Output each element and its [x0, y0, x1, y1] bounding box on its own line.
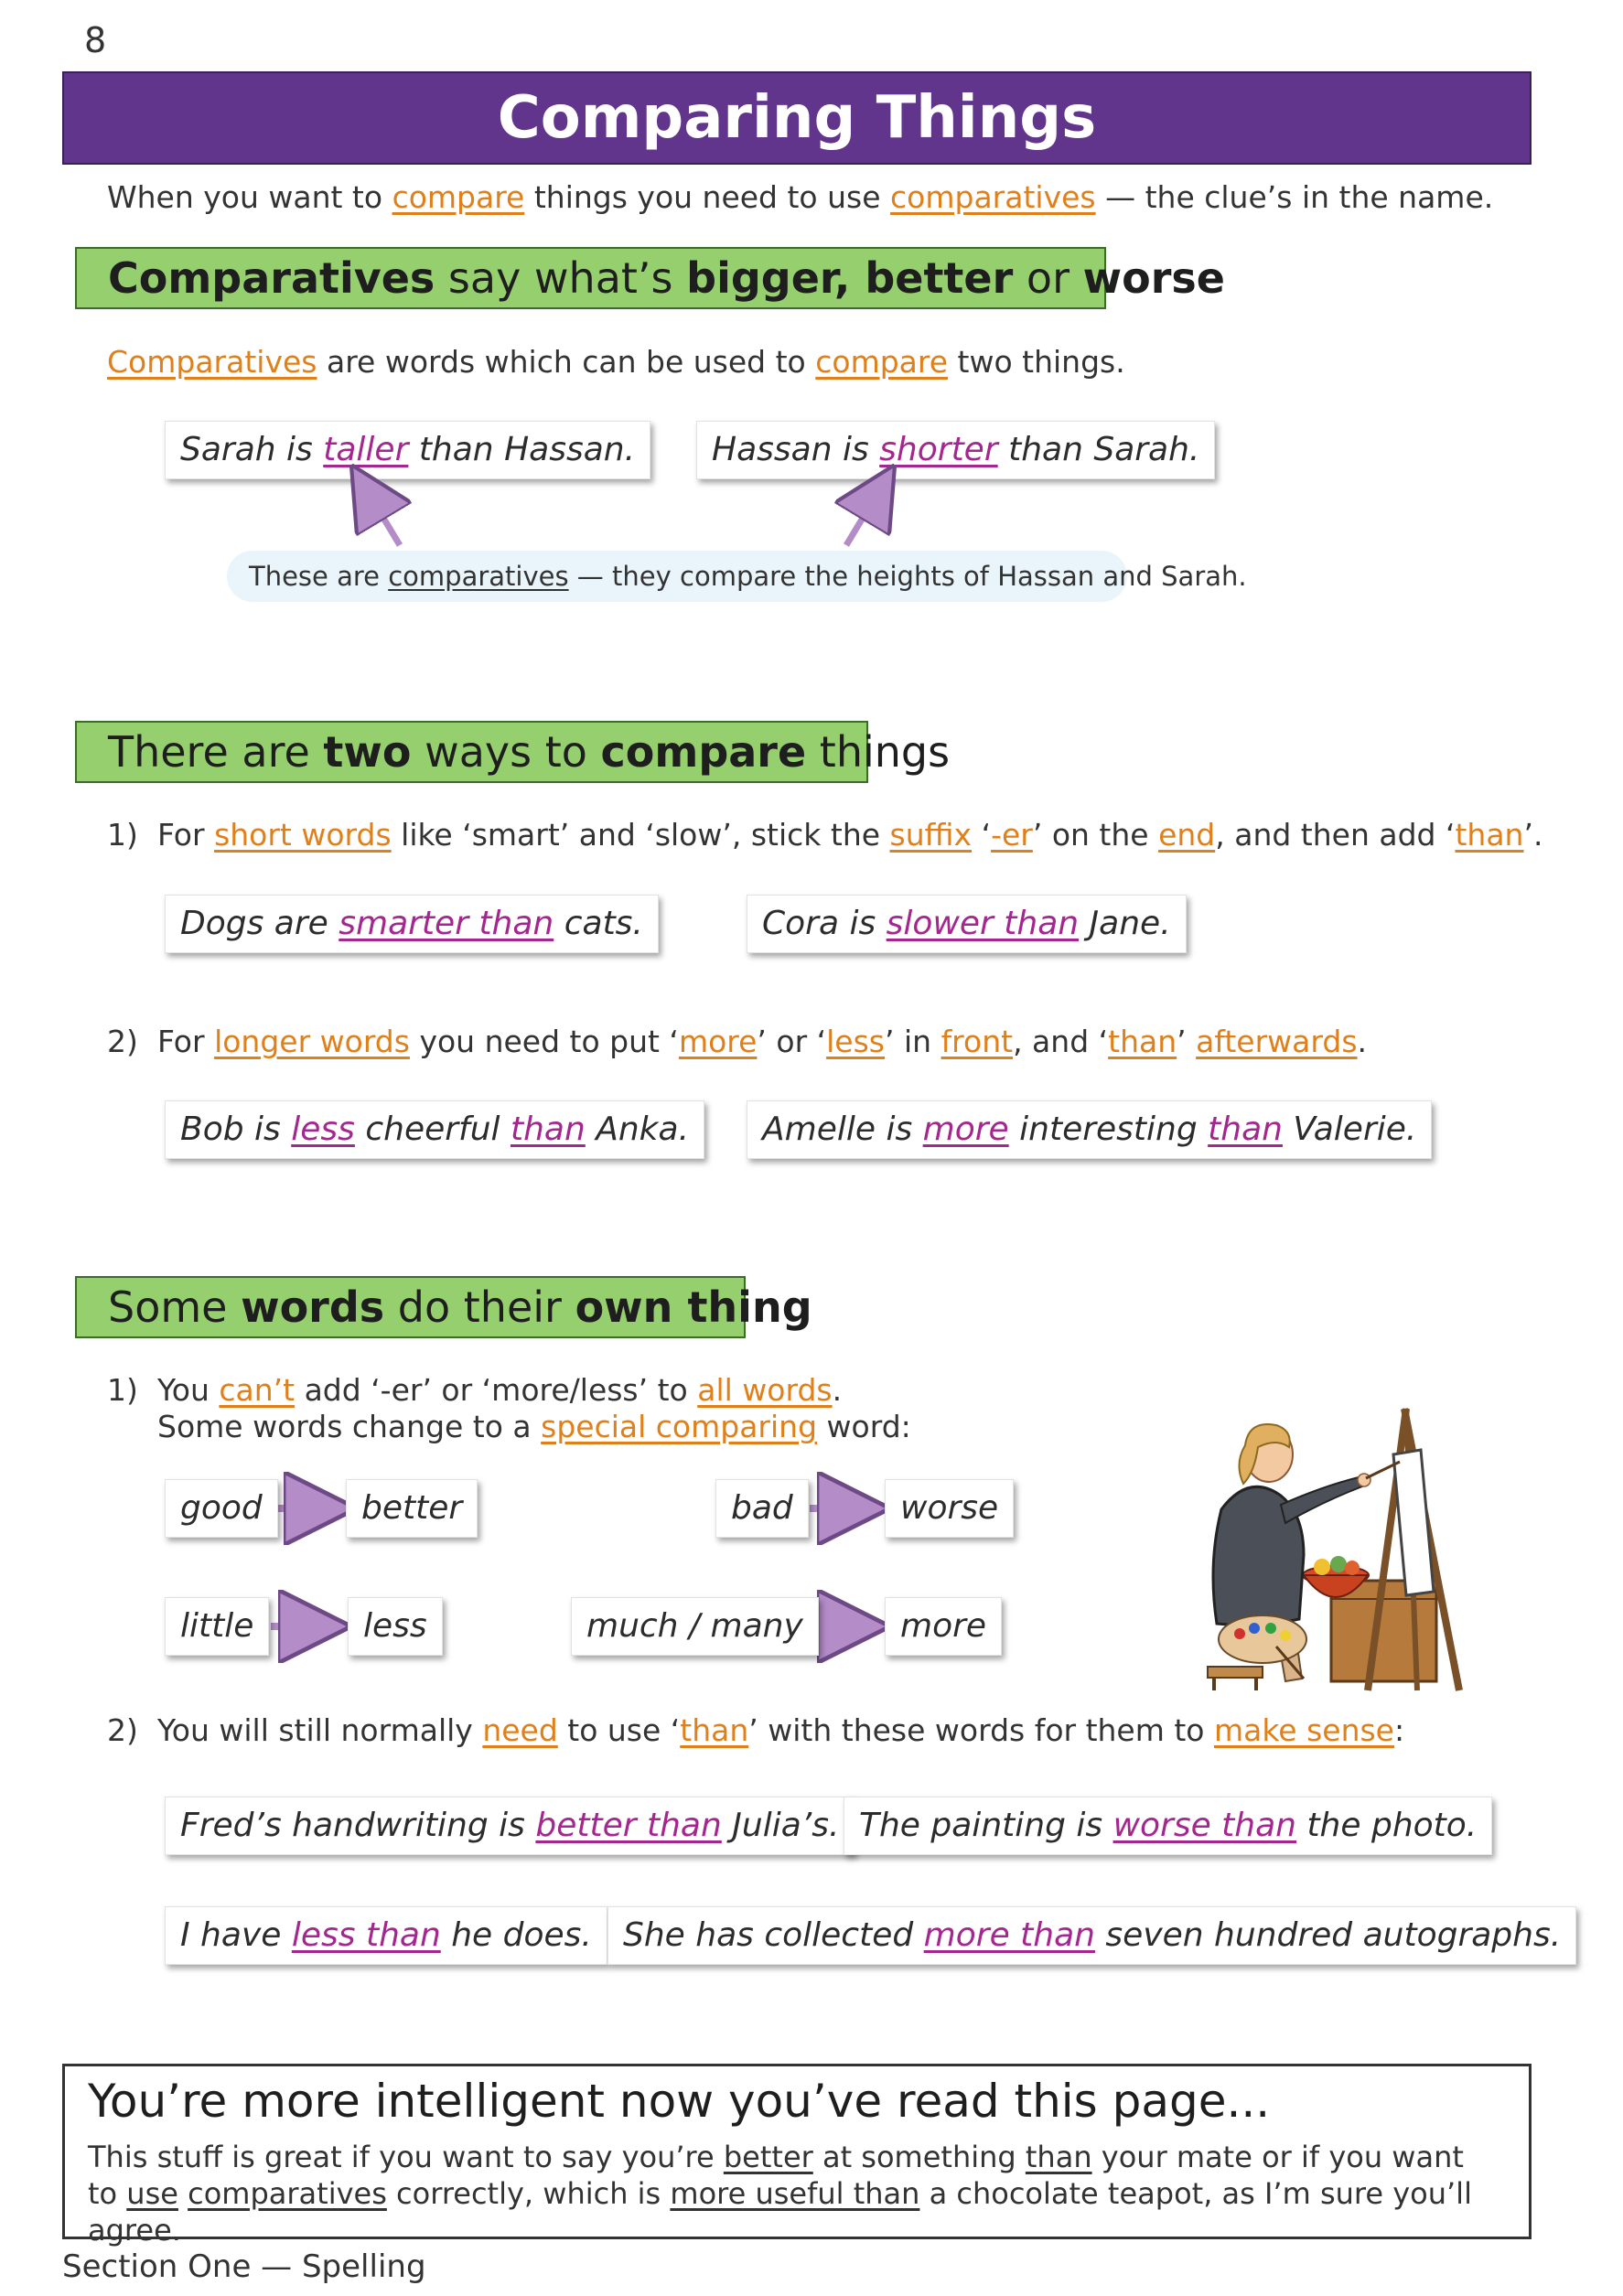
s2i1-k3: -er [991, 817, 1033, 853]
s2h-b1: two [323, 727, 412, 777]
word-much-many: much / many [571, 1597, 819, 1656]
s1p-t1: are words which can be used to [317, 344, 816, 380]
s1h-t2: or [1013, 253, 1083, 303]
s1p-t2: two things. [948, 344, 1125, 380]
s2i1-k2: suffix [889, 817, 973, 853]
ex-highlight: more than [923, 1916, 1095, 1954]
intro-text-2: things you need to use [524, 179, 891, 215]
s3i1-t2: add ‘-er’ or ‘more/less’ to [295, 1372, 698, 1408]
ex-b: seven hundred autographs. [1094, 1916, 1562, 1954]
section3-item2 [107, 1712, 1404, 1748]
s2i2-k6: afterwards [1196, 1024, 1358, 1059]
ft-u5: more useful than [670, 2176, 920, 2211]
ft-u4: comparatives [188, 2176, 387, 2211]
s3h-t2: do their [384, 1282, 575, 1332]
ex-a: Hassan is [712, 431, 880, 468]
keyword-compare: compare [392, 179, 525, 215]
ex-highlight-2: than [1208, 1110, 1283, 1148]
s2h-t3: things [806, 727, 951, 777]
s2i2-t4: ’ in [885, 1024, 941, 1059]
s2i2-k3: less [826, 1024, 885, 1059]
ex-a: Bob is [180, 1110, 292, 1148]
ex-a: Amelle is [762, 1110, 923, 1148]
s3i2-k3: make sense [1213, 1712, 1394, 1748]
page-title: Comparing Things [62, 71, 1532, 165]
ex-b: Jane. [1079, 905, 1171, 942]
s1h-t1: say what’s [435, 253, 687, 303]
ex-highlight: slower than [886, 905, 1080, 942]
s2i1-t2: like ‘smart’ and ‘slow’, stick the [391, 817, 890, 853]
s3h-b2: own thing [575, 1282, 812, 1332]
ex-b: than Sarah. [997, 431, 1200, 468]
example-slower [747, 895, 1187, 953]
s1p-k2: compare [815, 344, 949, 380]
word-little: little [165, 1597, 269, 1656]
s3h-t1: Some [108, 1282, 242, 1332]
s2i2-t3: ’ or ‘ [757, 1024, 827, 1059]
ex-highlight: less than [291, 1916, 441, 1954]
ex-a: Dogs are [180, 905, 339, 942]
item-number: 2) [107, 1712, 138, 1748]
word-worse: worse [885, 1479, 1014, 1538]
ex-a: I have [180, 1916, 292, 1954]
s3i1-k1: can’t [219, 1372, 296, 1408]
ex-b: the photo. [1296, 1807, 1478, 1844]
summary-title: You’re more intelligent now you’ve read this page... [88, 2075, 1271, 2128]
example-worse-than [844, 1797, 1492, 1855]
s2i1-t3: ‘ [972, 817, 992, 853]
s1h-b1: Comparatives [108, 253, 435, 303]
example-smarter [165, 895, 659, 953]
s2i2-k5: than [1108, 1024, 1177, 1059]
s3i2-k1: need [482, 1712, 558, 1748]
ex-b: than Hassan. [408, 431, 636, 468]
section-footer: Section One — Spelling [62, 2248, 426, 2285]
ex-highlight: smarter than [339, 905, 554, 942]
example-less-than [165, 1906, 607, 1965]
s2h-t1: There are [108, 727, 324, 777]
ex-highlight: better than [535, 1807, 722, 1844]
ex-highlight: taller [323, 431, 409, 468]
ex-highlight-2: than [510, 1110, 586, 1148]
s3i1-t1: You [157, 1372, 220, 1408]
s2i2-t7: . [1357, 1024, 1368, 1059]
summary-text [88, 2139, 1497, 2248]
ft-t1: This stuff is great if you want to say you’re [88, 2140, 724, 2174]
ex-highlight-1: more [922, 1110, 1009, 1148]
intro-text-1: When you want to [107, 179, 392, 215]
s2i2-t2: you need to put ‘ [409, 1024, 679, 1059]
s3i1-k2: all words [697, 1372, 833, 1408]
ex-m: interesting [1008, 1110, 1209, 1148]
callout-a: These are [249, 561, 389, 592]
item-number: 1) [107, 1372, 138, 1408]
ex-b: he does. [440, 1916, 592, 1954]
word-good: good [165, 1479, 278, 1538]
ft-t6: a chocolate teapot, as I’m sure you’ll agree. [88, 2176, 1472, 2248]
arrow-up-right-icon [846, 492, 878, 545]
ft-t5: correctly, which is [386, 2176, 671, 2211]
example-more-interesting [747, 1100, 1432, 1159]
word-better: better [346, 1479, 478, 1538]
section2-item2 [107, 1024, 1367, 1059]
page-number: 8 [84, 20, 107, 60]
example-less-cheerful [165, 1100, 704, 1159]
s1h-b3: worse [1082, 253, 1225, 303]
example-better-than [165, 1797, 854, 1855]
keyword-comparatives: comparatives [890, 179, 1096, 215]
item-number: 2) [107, 1024, 138, 1059]
ex-highlight-1: less [291, 1110, 355, 1148]
s3i1-line2a: Some words change to a [157, 1409, 542, 1444]
word-bad: bad [715, 1479, 809, 1538]
s3h-b1: words [241, 1282, 385, 1332]
ft-u3: use [126, 2176, 178, 2211]
s2i1-t5: , and then add ‘ [1215, 817, 1456, 853]
s2i2-t5: , and ‘ [1013, 1024, 1109, 1059]
s3i2-t2: to use ‘ [557, 1712, 681, 1748]
ex-highlight: shorter [879, 431, 998, 468]
ex-b: Anka. [585, 1110, 690, 1148]
ex-b: Julia’s. [721, 1807, 840, 1844]
s3i2-t3: ’ with these words for them to [748, 1712, 1214, 1748]
s2i1-k5: than [1455, 817, 1524, 853]
s2i1-k1: short words [214, 817, 392, 853]
s2i1-t4: ’ on the [1032, 817, 1159, 853]
s3i2-k2: than [680, 1712, 749, 1748]
s3i1-t3: . [832, 1372, 843, 1408]
word-less: less [348, 1597, 443, 1656]
ex-highlight: worse than [1112, 1807, 1296, 1844]
s2i2-t6: ’ [1177, 1024, 1197, 1059]
ex-a: Sarah is [180, 431, 324, 468]
ex-b: Valerie. [1282, 1110, 1417, 1148]
ft-t3: your mate or if you want to [88, 2140, 1464, 2211]
s3i1-k3: special comparing [541, 1409, 818, 1444]
s3i2-t4: : [1394, 1712, 1405, 1748]
ft-t2: at something [812, 2140, 1026, 2174]
ex-a: Cora is [762, 905, 887, 942]
ex-b: cats. [554, 905, 643, 942]
ft-u1: better [723, 2140, 813, 2174]
s2h-b2: compare [600, 727, 807, 777]
ex-a: Fred’s handwriting is [180, 1807, 536, 1844]
s1h-b2: bigger, better [686, 253, 1014, 303]
s2i1-t6: ’. [1523, 817, 1543, 853]
s3i1-line2b: word: [817, 1409, 911, 1444]
ft-u2: than [1025, 2140, 1092, 2174]
s1p-k1: Comparatives [107, 344, 317, 380]
ex-a: She has collected [623, 1916, 924, 1954]
ex-a: The painting is [859, 1807, 1113, 1844]
item-number: 1) [107, 817, 138, 853]
s2i2-k1: longer words [214, 1024, 410, 1059]
s3i2-t1: You will still normally [157, 1712, 483, 1748]
section2-item1 [107, 817, 1542, 853]
word-more: more [885, 1597, 1002, 1656]
ft-t4 [178, 2176, 188, 2211]
s2i1-k4: end [1158, 817, 1216, 853]
section2-heading [75, 721, 951, 783]
s2h-t2: ways to [411, 727, 601, 777]
s2i2-k2: more [678, 1024, 758, 1059]
section3-heading [75, 1276, 812, 1338]
ex-m: cheerful [354, 1110, 511, 1148]
section3-item1 [107, 1372, 911, 1445]
callout-b: — they compare the heights of Hassan and Sarah. [568, 561, 1247, 592]
example-more-than [607, 1906, 1576, 1965]
callout-underlined: comparatives [388, 561, 569, 592]
s2i1-t1: For [157, 817, 215, 853]
intro-text-3: — the clue’s in the name. [1095, 179, 1494, 215]
s2i2-t1: For [157, 1024, 215, 1059]
arrow-up-left-icon [368, 492, 400, 545]
s2i2-k4: front [940, 1024, 1014, 1059]
painter-at-easel-illustration [1194, 1400, 1478, 1692]
